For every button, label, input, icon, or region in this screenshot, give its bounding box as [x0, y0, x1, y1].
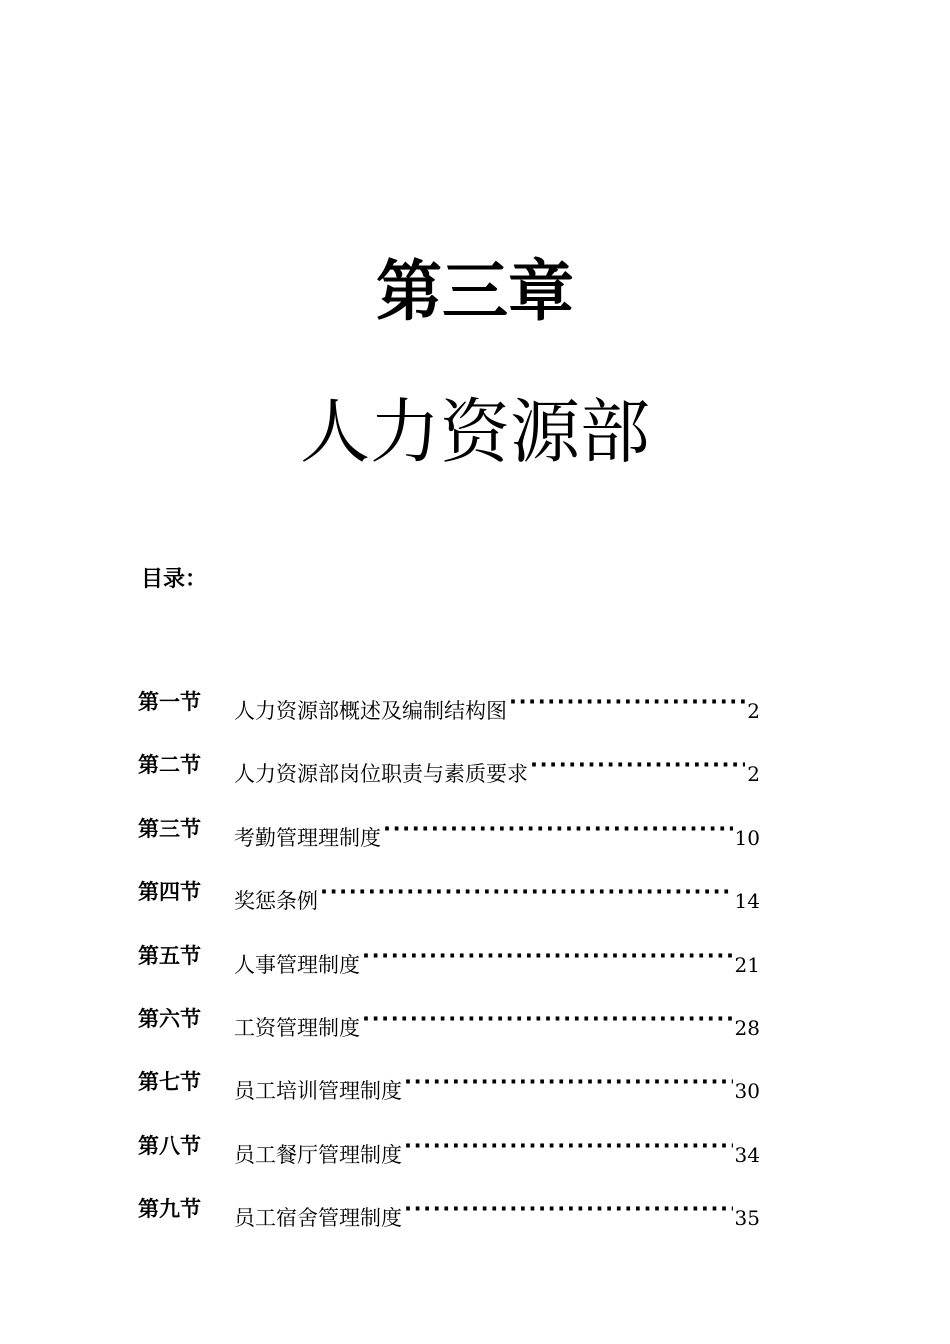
toc-section-title: 员工培训管理制度 — [234, 1079, 402, 1104]
chapter-number: 第三章 — [376, 252, 574, 330]
toc-page-number: 2 — [747, 699, 760, 723]
toc-dot-leader — [404, 1193, 733, 1225]
toc-dot-leader — [362, 1003, 733, 1035]
toc-page-number: 14 — [734, 889, 760, 914]
toc-section-number: 第九节 — [138, 1197, 201, 1222]
toc-dot-leader — [320, 876, 733, 908]
toc-dot-leader — [362, 940, 733, 972]
toc-dot-leader — [383, 813, 733, 845]
toc-section-title: 工资管理制度 — [234, 1015, 360, 1040]
toc-entry[interactable] — [138, 1066, 778, 1129]
toc-section-number: 第七节 — [138, 1070, 201, 1095]
toc-entry[interactable] — [138, 749, 778, 812]
toc-section-number: 第五节 — [138, 943, 201, 968]
toc-entry[interactable] — [138, 1130, 778, 1193]
toc-page-number: 2 — [747, 762, 760, 787]
toc-dot-leader — [404, 1066, 733, 1098]
toc-section-title: 员工宿舍管理制度 — [234, 1206, 402, 1231]
toc-section-number: 第六节 — [138, 1006, 201, 1031]
toc-dot-leader — [404, 1130, 733, 1162]
chapter-title: 人力资源部 — [300, 391, 650, 473]
toc-section-number: 第三节 — [138, 816, 201, 841]
toc-page-number: 34 — [734, 1142, 760, 1167]
toc-dot-leader — [509, 686, 745, 718]
toc-dot-leader — [530, 749, 745, 781]
toc-section-title: 考勤管理理制度 — [234, 825, 381, 850]
toc-entry[interactable] — [138, 1003, 778, 1066]
toc-page-number: 10 — [734, 825, 760, 850]
toc-section-title: 人事管理制度 — [234, 952, 360, 977]
toc-entry[interactable] — [138, 876, 778, 939]
toc-section-title: 员工餐厅管理制度 — [234, 1142, 402, 1167]
toc-heading: 目录： — [141, 567, 208, 592]
toc-section-title: 奖惩条例 — [234, 889, 318, 914]
toc-section-number: 第八节 — [138, 1133, 201, 1158]
toc-section-number: 第一节 — [138, 690, 201, 714]
toc-entry[interactable] — [138, 1193, 778, 1256]
toc-page-number: 28 — [734, 1015, 760, 1040]
toc-entry[interactable] — [138, 686, 778, 749]
toc-entry[interactable] — [138, 813, 778, 876]
toc-section-number: 第二节 — [138, 753, 201, 778]
toc-section-title: 人力资源部岗位职责与素质要求 — [234, 762, 528, 787]
table-of-contents — [138, 686, 778, 1257]
toc-section-title: 人力资源部概述及编制结构图 — [234, 699, 507, 723]
toc-entry[interactable] — [138, 940, 778, 1003]
toc-page-number: 35 — [734, 1206, 760, 1231]
toc-page-number: 21 — [734, 952, 760, 977]
toc-page-number: 30 — [734, 1079, 760, 1104]
toc-section-number: 第四节 — [138, 880, 201, 905]
